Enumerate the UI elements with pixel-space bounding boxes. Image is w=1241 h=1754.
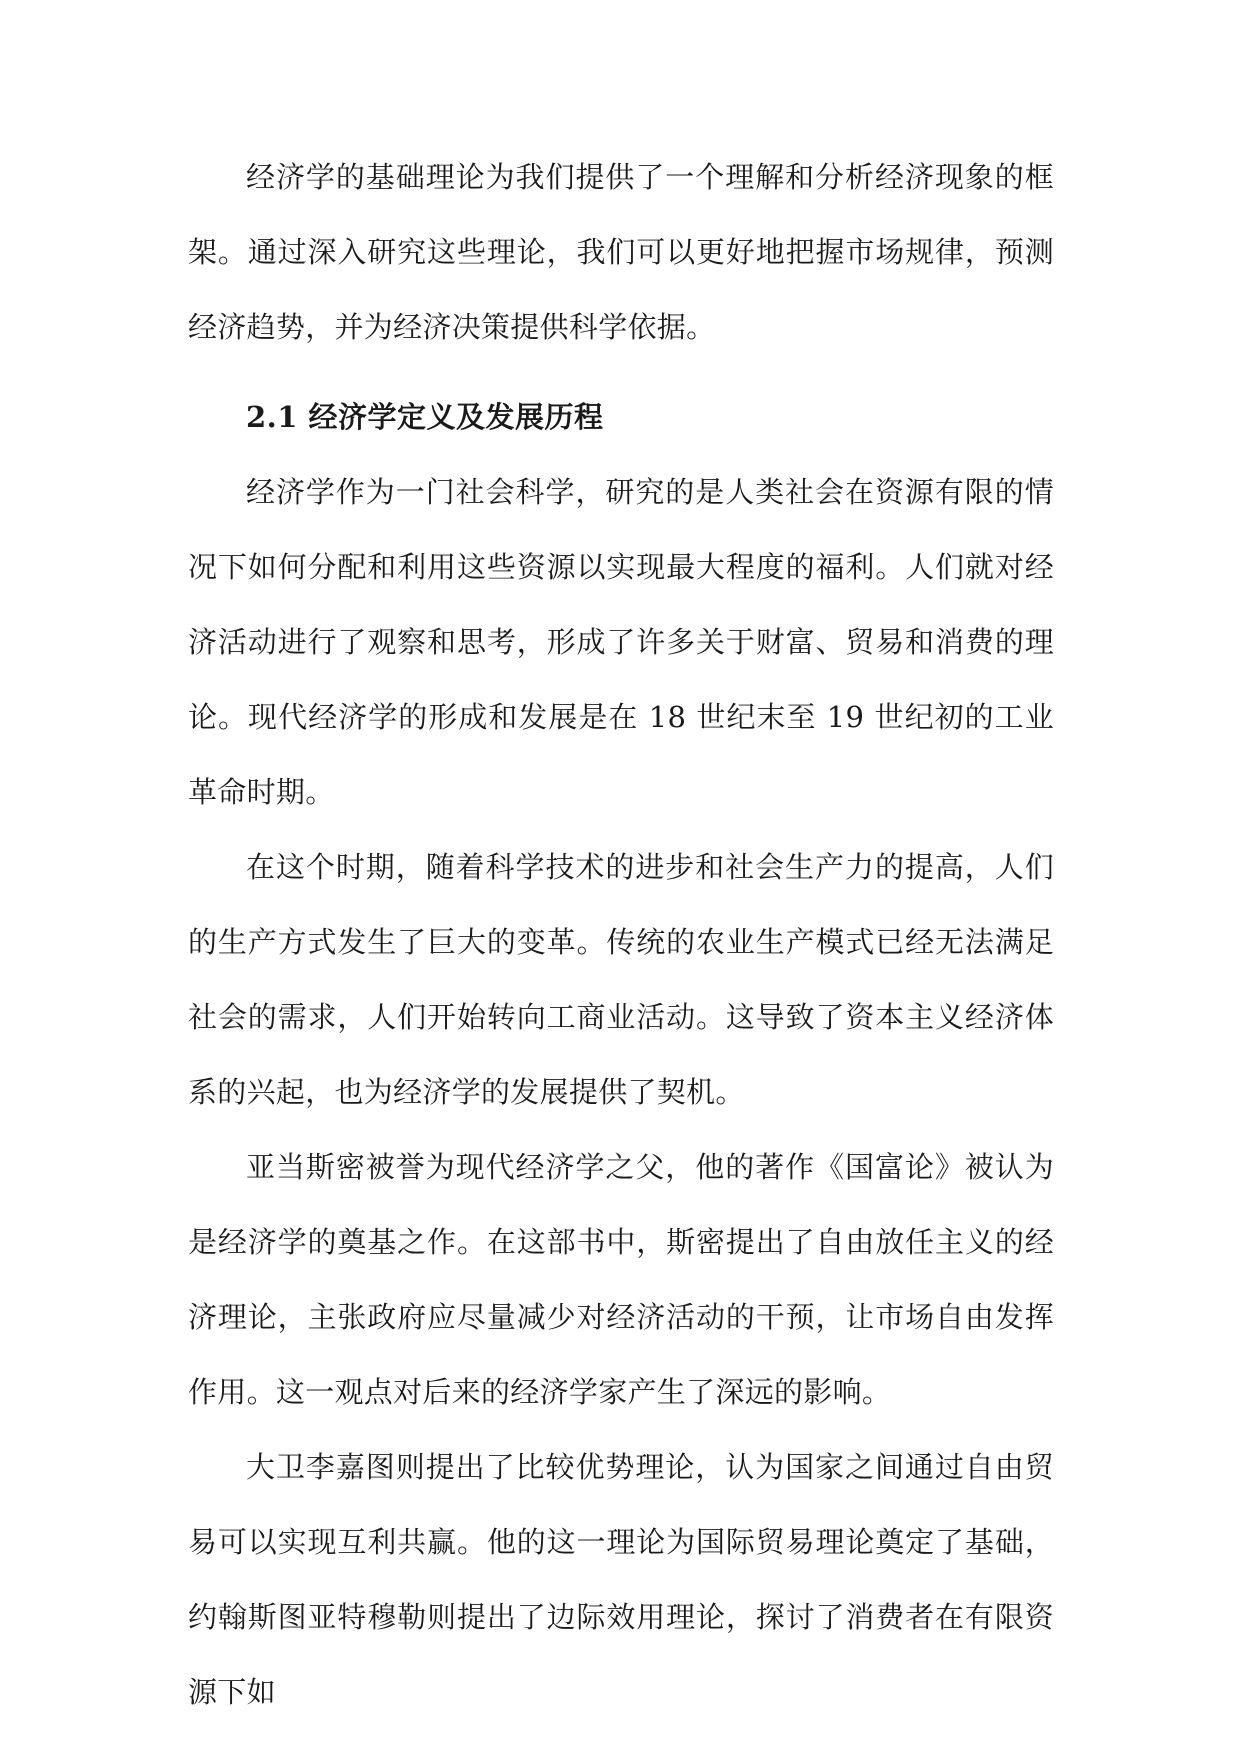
intro-paragraph: 经济学的基础理论为我们提供了一个理解和分析经济现象的框架。通过深入研究这些理论，我们可以更好地把握市场规律，预测经济趋势，并为经济决策提供科学依据。	[188, 160, 1054, 344]
body-paragraph: 在这个时期，随着科学技术的进步和社会生产力的提高，人们的生产方式发生了巨大的变革。传统的农业生产模式已经无法满足社会的需求，人们开始转向工商业活动。这导致了资本主义经济体系的兴起，也为经济学的发展提供了契机。	[188, 850, 1054, 1109]
section-heading: 2.1 经济学定义及发展历程	[246, 400, 604, 434]
page-content	[188, 140, 1054, 1730]
body-paragraph: 经济学作为一门社会科学，研究的是人类社会在资源有限的情况下如何分配和利用这些资源以实现最大程度的福利。人们就对经济活动进行了观察和思考，形成了许多关于财富、贸易和消费的理论。现代经济学的形成和发展是在 18 世纪末至 19 世纪初的工业革命时期。	[188, 475, 1054, 809]
body-paragraph: 大卫李嘉图则提出了比较优势理论，认为国家之间通过自由贸易可以实现互利共赢。他的这一理论为国际贸易理论奠定了基础，约翰斯图亚特穆勒则提出了边际效用理论，探讨了消费者在有限资源下如	[188, 1450, 1054, 1709]
body-paragraph: 亚当斯密被誉为现代经济学之父，他的著作《国富论》被认为是经济学的奠基之作。在这部书中，斯密提出了自由放任主义的经济理论，主张政府应尽量减少对经济活动的干预，让市场自由发挥作用。这一观点对后来的经济学家产生了深远的影响。	[188, 1150, 1054, 1409]
